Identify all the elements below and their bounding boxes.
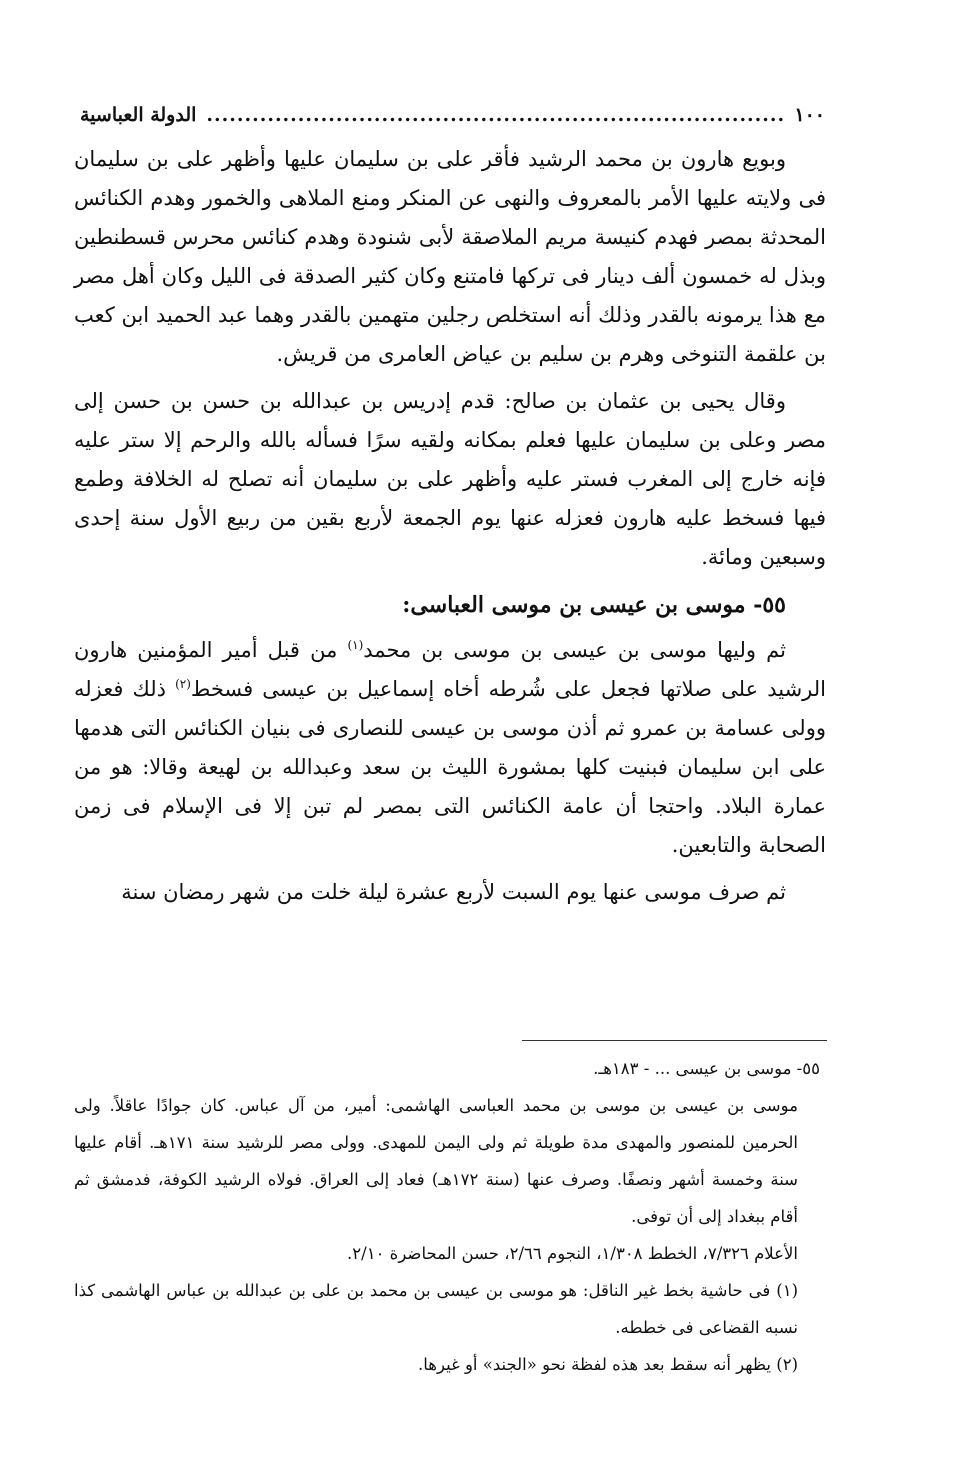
main-text bbox=[74, 140, 826, 912]
paragraph-3-part-a: ثم وليها موسى بن عيسى بن موسى بن محمد bbox=[363, 638, 786, 662]
footnotes bbox=[74, 1050, 826, 1383]
footnote-ref-1[interactable]: (١) bbox=[347, 638, 364, 652]
footnote-1: (١) فى حاشية بخط غير الناقل: هو موسى بن عيسى بن محمد بن على بن عبدالله بن عباس الهاشمى كذا نسبه القضاعى فى خططه. bbox=[74, 1281, 798, 1337]
section-heading: ٥٥- موسى بن عيسى بن موسى العباسى: bbox=[402, 592, 786, 618]
page-number: ١٠٠ bbox=[794, 104, 825, 126]
paragraph-4: ثم صرف موسى عنها يوم السبت لأربع عشرة ليلة خلت من شهر رمضان سنة bbox=[121, 880, 786, 904]
footnote-separator bbox=[522, 1040, 827, 1041]
paragraph-2: وقال يحيى بن عثمان بن صالح: قدم إدريس بن عبدالله بن حسن بن حسن إلى مصر وعلى بن سليمان عليها فعلم بمكانه ولقيه سرًا فسأله بالله والرحم إلا ستر عليه فإنه خارج إلى المغرب فستر عليه وأظهر على بن سليمان أنه تصلح له الخلافة وطمع فيها فسخط عليه هارون فعزله عنها يوم الجمعة لأربع بقين من ربيع الأول سنة إحدى وسبعين ومائة. bbox=[74, 389, 826, 569]
running-title: الدولة العباسية bbox=[80, 104, 197, 126]
paragraph-3 bbox=[74, 631, 826, 865]
footnote-entry-refs: الأعلام ٧/٣٢٦، الخطط ١/٣٠٨، النجوم ٢/٦٦، حسن المحاضرة ٢/١٠. bbox=[347, 1244, 798, 1263]
paragraph-3-part-c: ذلك فعزله وولى عسامة بن عمرو ثم أذن موسى بن عيسى للنصارى فى بنيان الكنائس التى هدمها على ابن سليمان فبنيت كلها بمشورة الليث بن سعد وعبدالله بن لهيعة وقالا: هو من عمارة البلاد. واحتجا أن عامة الكنائس التى بمصر لم تبن إلا فى الإسلام فى زمن الصحابة والتابعين. bbox=[74, 677, 826, 857]
paragraph-1: وبويع هارون بن محمد الرشيد فأقر على بن سليمان عليها وأظهر على بن سليمان فى ولايته عليها الأمر بالمعروف والنهى عن المنكر ومنع الملاهى والخمور وهدم الكنائس المحدثة بمصر فهدم كنيسة مريم الملاصقة لأبى شنودة وهدم كنائس محرس قسطنطين وبذل له خمسون ألف دينار فى تركها فامتنع وكان كثير الصدقة فى الليل وكان أهل مصر مع هذا يرمونه بالقدر وذلك أنه استخلص رجلين متهمين بالقدر وهما عبد الحميد ابن كعب بن علقمة التنوخى وهرم بن سليم بن عياض العامرى من قريش. bbox=[74, 147, 826, 366]
footnote-ref-2[interactable]: (٢) bbox=[175, 677, 191, 691]
footnote-entry-bio: موسى بن عيسى بن موسى بن محمد العباسى الهاشمى: أمير، من آل عباس. كان جوادًا عاقلاً. ولى الحرمين للمنصور والمهدى مدة طويلة ثم ولى اليمن للمهدى. وولى مصر للرشيد سنة ١٧١هـ. أقام عليها سنة وخمسة أشهر ونصفًا. وصرف عنها (سنة ١٧٢هـ) فعاد إلى العراق. فولاه الرشيد الكوفة، فدمشق ثم أقام ببغداد إلى أن توفى. bbox=[74, 1096, 798, 1226]
footnote-2: (٢) يظهر أنه سقط بعد هذه لفظة نحو «الجند» أو غيرها. bbox=[418, 1355, 798, 1374]
footnote-entry-head: ٥٥- موسى بن عيسى ... - ١٨٣هـ. bbox=[593, 1059, 820, 1078]
header-dot-leader bbox=[206, 104, 784, 126]
page-header bbox=[80, 100, 825, 130]
paragraph-3-part-b: من قبل أمير المؤمنين هارون الرشيد على صلاتها فجعل على شُرطه أخاه إسماعيل بن عيسى فسخط bbox=[74, 638, 826, 701]
